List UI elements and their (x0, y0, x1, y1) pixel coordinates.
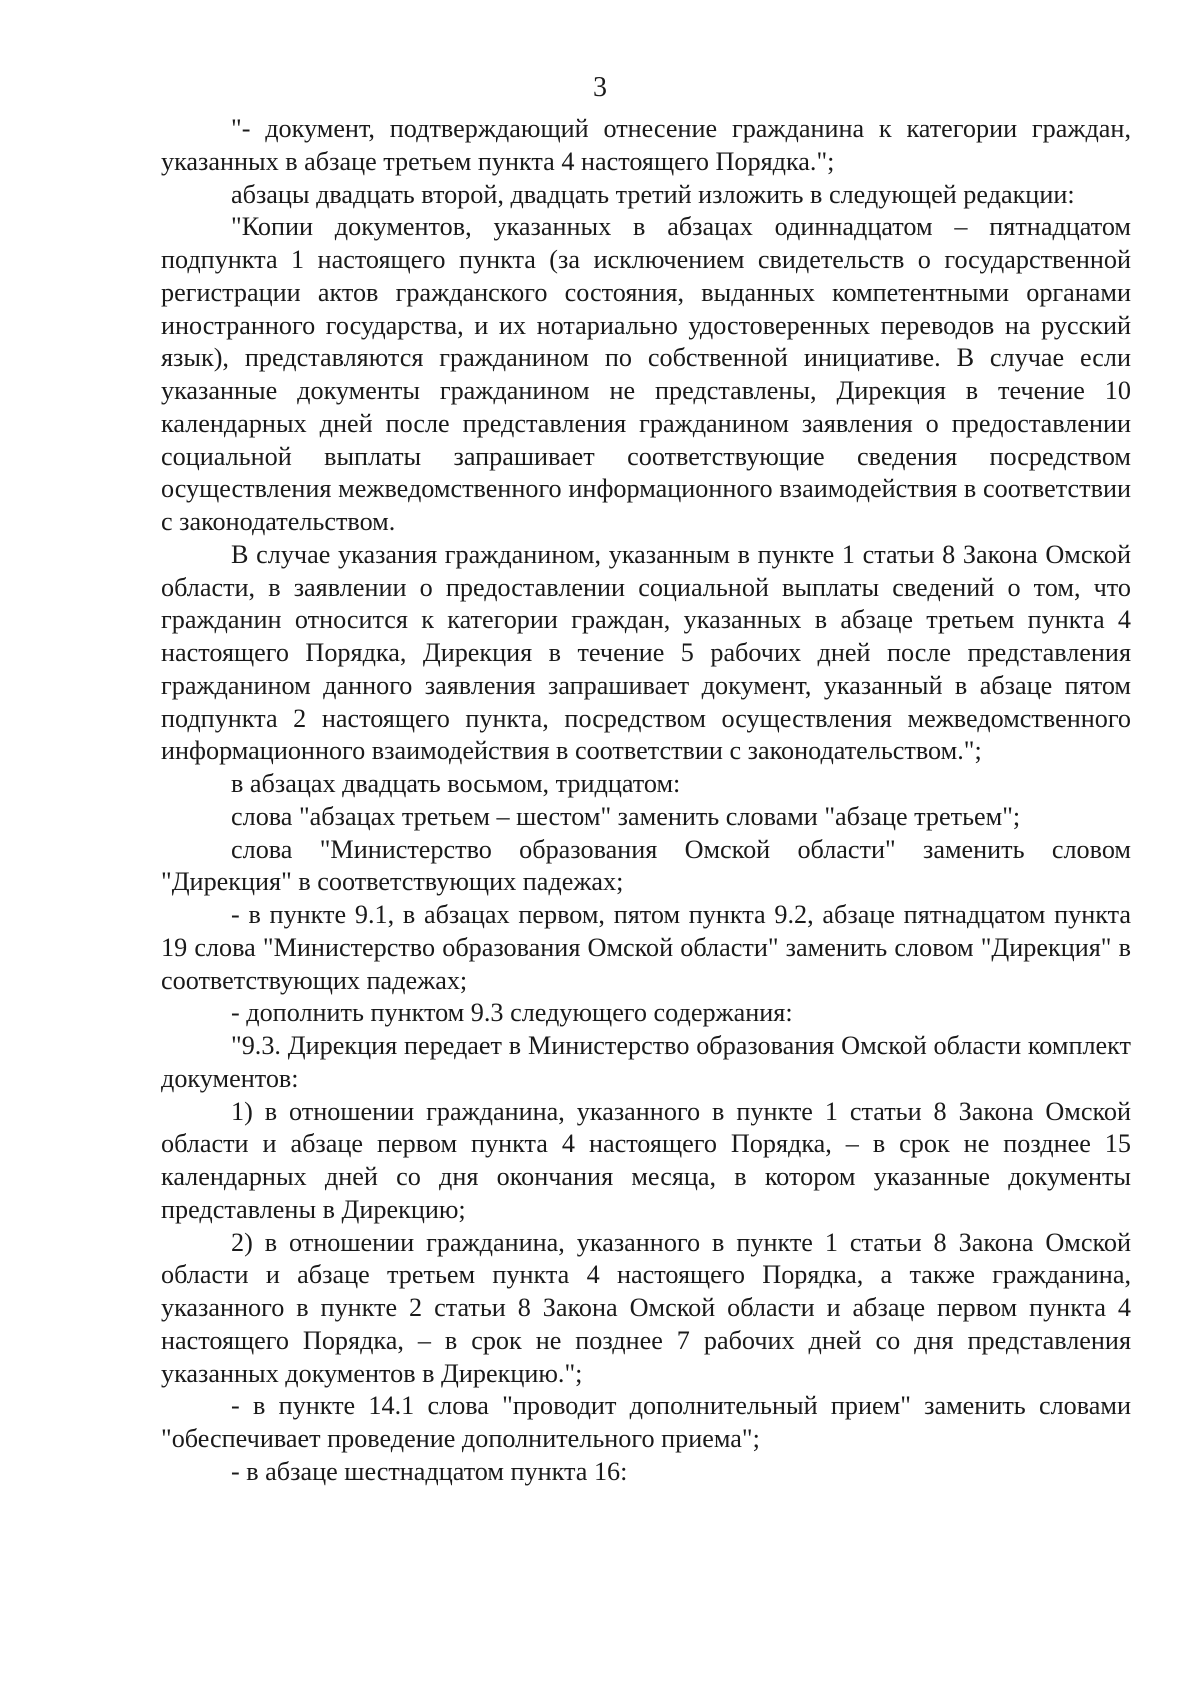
paragraph: слова "Министерство образования Омской области" заменить словом "Дирекция" в соответствующих падежах; (161, 834, 1131, 897)
document-body (161, 113, 1131, 1489)
paragraph: в абзацах двадцать восьмом, тридцатом: (231, 769, 681, 798)
paragraph: - дополнить пунктом 9.3 следующего содержания: (231, 998, 793, 1028)
paragraph: "- документ, подтверждающий отнесение гражданина к категории граждан, указанных в абзаце третьем пункта 4 настоящего Порядка."; (161, 114, 1131, 176)
paragraph: "Копии документов, указанных в абзацах одиннадцатом – пятнадцатом подпункта 1 настоящего пункта (за исключением свидетельств о государственной регистрации актов гражданского состояния, выданных компетентными органами иностранного государства, и их нотариально удостоверенных переводов на русский язык), представляются гражданином по собственной инициативе. В случае если указанные документы гражданином не представлены, Дирекция в течение 10 календарных дней после представления гражданином заявления о предоставлении социальной выплаты запрашивает соответствующие сведения посредством осуществления межведомственного информационного взаимодействия в соответствии с законодательством. (161, 212, 1131, 536)
paragraph: 2) в отношении гражданина, указанного в пункте 1 статьи 8 Закона Омской области и абзаце третьем пункта 4 настоящего Порядка, а также гражданина, указанного в пункте 2 статьи 8 Закона Омской области и абзаце первом пункта 4 настоящего Порядка, – в срок не позднее 7 рабочих дней со дня представления указанных документов в Дирекцию."; (161, 1227, 1131, 1388)
paragraph: В случае указания гражданином, указанным в пункте 1 статьи 8 Закона Омской области, в заявлении о предоставлении социальной выплаты сведений о том, что гражданин относится к категории граждан, указанных в абзаце третьем пункта 4 настоящего Порядка, Дирекция в течение 5 рабочих дней после представления гражданином данного заявления запрашивает документ, указанный в абзаце пятом подпункта 2 настоящего пункта, посредством осуществления межведомственного информационного взаимодействия в соответствии с законодательством."; (161, 539, 1131, 766)
paragraph: слова "абзацах третьем – шестом" заменить словами "абзаце третьем"; (231, 801, 1021, 831)
paragraph: - в пункте 9.1, в абзацах первом, пятом пункта 9.2, абзаце пятнадцатом пункта 19 слова "Министерство образования Омской области" заменить словом "Дирекция" в соответствующих падежах; (161, 900, 1131, 995)
page-number: 3 (593, 72, 607, 103)
paragraph: абзацы двадцать второй, двадцать третий изложить в следующей редакции: (231, 179, 1075, 209)
paragraph: 1) в отношении гражданина, указанного в пункте 1 статьи 8 Закона Омской области и абзаце первом пункта 4 настоящего Порядка, – в срок не позднее 15 календарных дней со дня окончания месяца, в котором указанные документы представлены в Дирекцию; (161, 1096, 1131, 1224)
paragraph: - в пункте 14.1 слова "проводит дополнительный прием" заменить словами "обеспечивает проведение дополнительного приема"; (161, 1391, 1131, 1453)
paragraph: - в абзаце шестнадцатом пункта 16: (231, 1456, 628, 1486)
paragraph: "9.3. Дирекция передает в Министерство образования Омской области комплект документов: (161, 1031, 1131, 1093)
